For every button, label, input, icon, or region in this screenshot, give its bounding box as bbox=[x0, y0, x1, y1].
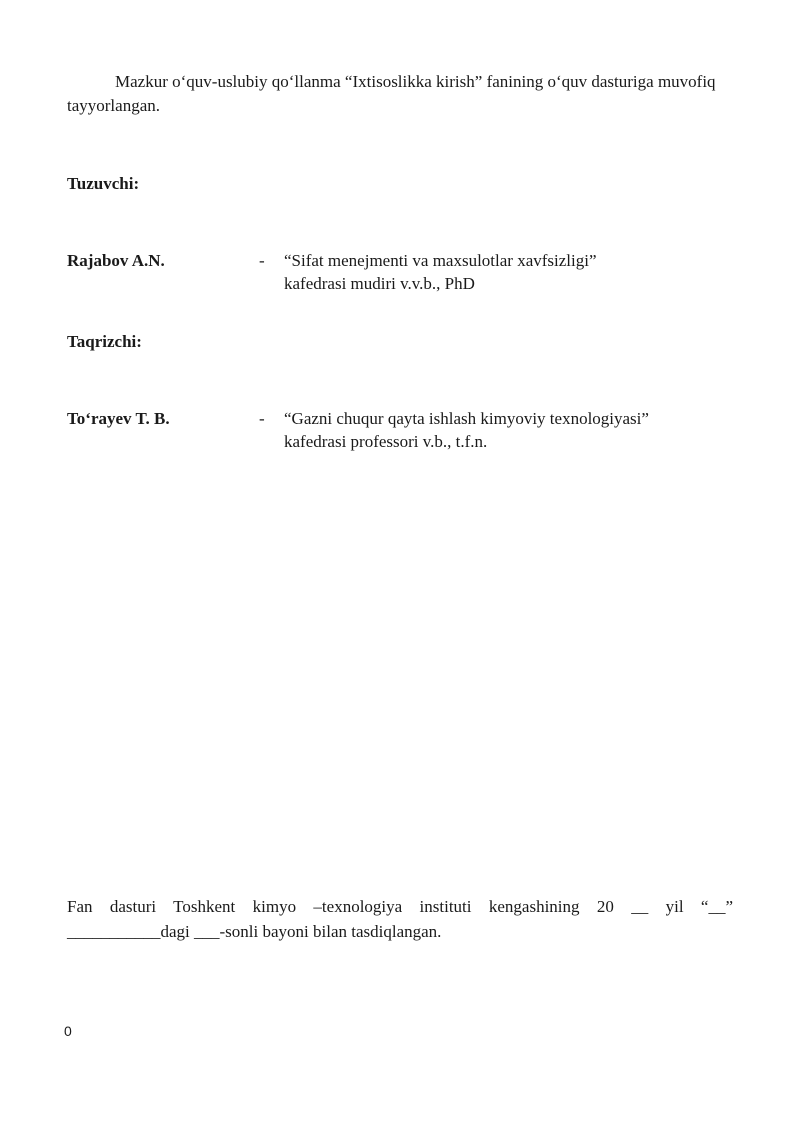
compiler-role bbox=[284, 249, 744, 295]
approval-paragraph bbox=[67, 894, 733, 944]
compiler-dash: - bbox=[259, 251, 265, 270]
compiler-role-line2: kafedrasi mudiri v.v.b., PhD bbox=[284, 274, 475, 293]
reviewer-heading: Taqrizchi: bbox=[67, 332, 142, 351]
approval-line2: ___________dagi ___-sonli bayoni bilan tasdiqlangan. bbox=[67, 922, 442, 941]
approval-line1: Fan dasturi Toshkent kimyo –texnologiya instituti kengashining 20 __ yil “__” bbox=[67, 897, 733, 916]
reviewer-role-line2: kafedrasi professori v.b., t.f.n. bbox=[284, 432, 488, 451]
intro-paragraph bbox=[67, 70, 717, 118]
page-number: 0 bbox=[64, 1023, 72, 1039]
compiler-name: Rajabov A.N. bbox=[67, 251, 165, 270]
intro-text: Mazkur o‘quv-uslubiy qo‘llanma “Ixtisoslikka kirish” fanining o‘quv dasturiga muvofiq tayyorlangan. bbox=[67, 72, 716, 115]
compiler-heading: Tuzuvchi: bbox=[67, 174, 140, 193]
reviewer-dash: - bbox=[259, 409, 265, 428]
compiler-role-line1: “Sifat menejmenti va maxsulotlar xavfsizligi” bbox=[284, 251, 597, 270]
reviewer-role bbox=[284, 407, 744, 453]
reviewer-name: To‘rayev T. B. bbox=[67, 409, 170, 428]
reviewer-role-line1: “Gazni chuqur qayta ishlash kimyoviy texnologiyasi” bbox=[284, 409, 649, 428]
